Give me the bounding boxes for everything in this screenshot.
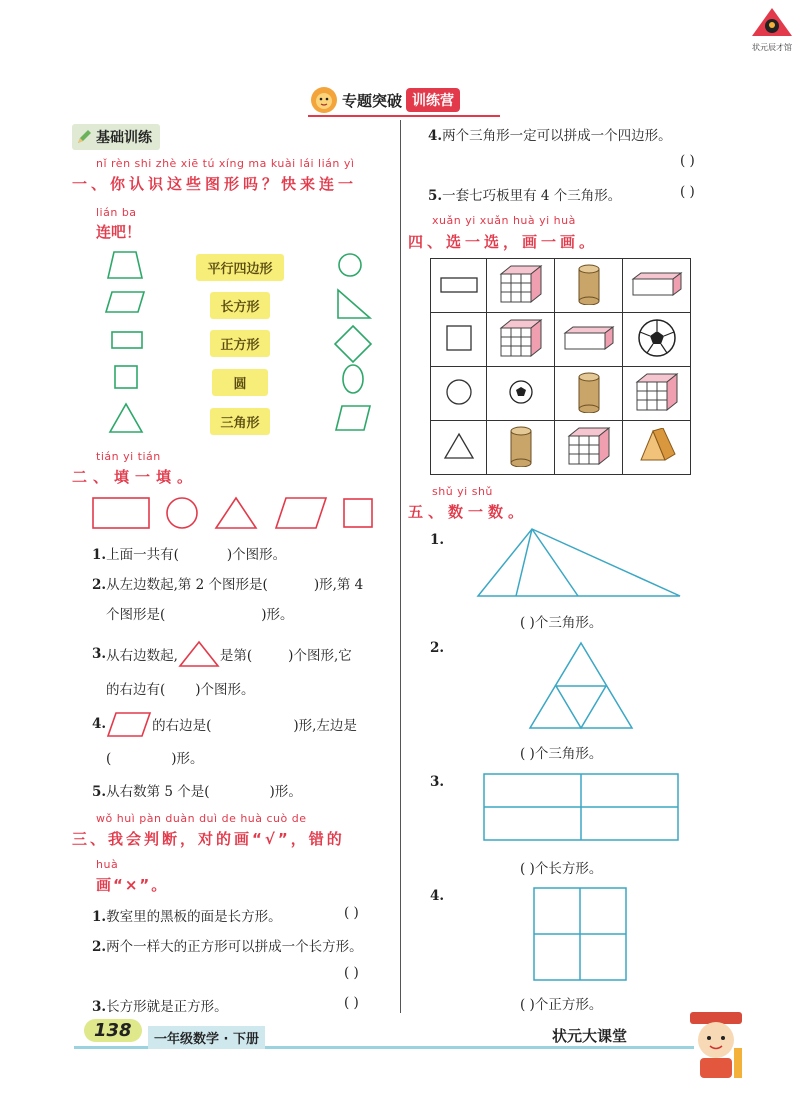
diamond-shape — [335, 326, 371, 362]
right-triangle-shape — [338, 290, 370, 318]
header-title: 专题突破 — [342, 91, 403, 110]
label-parallelogram: 平行四边形 — [196, 254, 284, 281]
column-divider — [400, 120, 401, 1013]
pencil-icon — [76, 129, 92, 145]
section4-pinyin: xuǎn yi xuǎn huà yi huà — [432, 214, 576, 227]
row-triangle — [216, 498, 256, 528]
count-answer-1[interactable]: ( )个三角形。 — [520, 615, 603, 631]
judge-paren-1[interactable]: ( ) — [344, 905, 359, 921]
cylinder-icon — [574, 263, 604, 305]
count-answer-4[interactable]: ( )个正方形。 — [520, 997, 603, 1013]
count-num-3: 3. — [430, 774, 445, 790]
slanted-parallelogram-shape — [336, 406, 370, 430]
judge-paren-4[interactable]: ( ) — [680, 153, 695, 169]
count-answer-3[interactable]: ( )个长方形。 — [520, 861, 603, 877]
s2-q4: 4. 的右边是( )形,左边是 — [92, 710, 357, 738]
cuboid-icon-2 — [561, 323, 617, 353]
connect-left-shapes — [100, 248, 150, 438]
s2-q4-line2: ( )形。 — [106, 751, 204, 767]
square-shape — [115, 366, 137, 388]
count-num-2: 2. — [430, 640, 445, 656]
count-figure-1 — [476, 526, 686, 600]
q3-triangle — [178, 640, 220, 668]
count-num-4: 4. — [430, 888, 445, 904]
circle-flat-icon — [444, 377, 474, 407]
section1-pinyin2: lián ba — [96, 206, 137, 219]
judge-paren-2[interactable]: ( ) — [344, 965, 359, 981]
rubik-cube-icon-3 — [633, 372, 681, 412]
footer-brand: 状元大课堂 — [552, 1027, 628, 1045]
trapezoid-shape — [108, 252, 142, 278]
rect-flat-icon — [439, 274, 479, 294]
judge-item-4: 4.两个三角形一定可以拼成一个四边形。 — [428, 128, 672, 144]
header-badge: 训练营 — [406, 88, 460, 112]
triangle-shape — [110, 404, 142, 432]
square-flat-icon — [444, 323, 474, 353]
header-banner — [310, 86, 500, 114]
section3-pinyin2: huà — [96, 858, 119, 871]
basic-section-title: 基础训练 — [72, 124, 160, 150]
section5-pinyin: shǔ yi shǔ — [432, 485, 493, 498]
section4-title: 四、选一选，画一画。 — [408, 233, 599, 251]
label-rectangle: 长方形 — [210, 292, 270, 319]
cuboid-icon — [629, 269, 685, 299]
label-triangle: 三角形 — [210, 408, 270, 435]
judge-paren-3[interactable]: ( ) — [344, 995, 359, 1011]
choose-row-2 — [431, 313, 691, 367]
section2-title: 二、填一填。 — [72, 468, 199, 486]
cylinder-icon-2 — [574, 371, 604, 413]
header-underline — [308, 115, 500, 117]
section5-title: 五、数一数。 — [408, 503, 529, 521]
choose-row-3 — [431, 367, 691, 421]
parallelogram-shape — [106, 292, 144, 312]
s2-q3-line2: 的右边有( )个图形。 — [106, 682, 255, 698]
circle-shape — [339, 254, 361, 276]
rubik-cube-icon-2 — [497, 318, 545, 358]
lion-icon — [310, 86, 338, 114]
section1-pinyin: nǐ rèn shi zhè xiē tú xíng ma kuài lái lián yì — [96, 157, 355, 170]
soccer-ball-icon — [637, 318, 677, 358]
section3-pinyin: wǒ huì pàn duàn duì de huà cuò de — [96, 812, 307, 825]
row-circle — [167, 498, 197, 528]
choose-table — [430, 258, 691, 475]
logo-icon — [748, 6, 796, 38]
choose-row-1 — [431, 259, 691, 313]
mascot-icon — [680, 1008, 752, 1082]
rubik-cube-icon-4 — [565, 426, 613, 466]
row-rectangle — [93, 498, 149, 528]
count-answer-2[interactable]: ( )个三角形。 — [520, 746, 603, 762]
shape-row — [90, 494, 380, 532]
s2-q3: 3. 从右边数起, 是第( )个图形,它 — [92, 640, 352, 668]
label-circle: 圆 — [212, 369, 268, 396]
label-square: 正方形 — [210, 330, 270, 357]
count-figure-4 — [532, 886, 628, 982]
section3-title2: 画“×”。 — [96, 876, 169, 894]
count-figure-3 — [482, 772, 680, 842]
judge-item-2: 2.两个一样大的正方形可以拼成一个长方形。 — [92, 939, 363, 955]
corner-logo — [748, 6, 796, 50]
small-ball-icon — [506, 377, 536, 407]
connect-right-shapes — [328, 248, 378, 438]
section2-pinyin: tián yi tián — [96, 450, 161, 463]
cylinder-icon-3 — [506, 425, 536, 467]
s2-q5: 5.从右数第 5 个是( )形。 — [92, 784, 302, 800]
footer-book: 一年级数学 · 下册 — [148, 1026, 265, 1049]
s2-q2-line2: 个图形是( )形。 — [106, 607, 294, 623]
triangular-prism-icon — [635, 428, 679, 464]
section1-title2: 连吧！ — [96, 223, 142, 241]
oval-shape — [343, 365, 363, 393]
section1-title: 一、你认识这些图形吗？快来连一 — [72, 175, 358, 193]
s2-q1: 1.上面一共有( )个图形。 — [92, 547, 287, 563]
triangle-flat-icon — [442, 431, 476, 461]
count-num-1: 1. — [430, 532, 445, 548]
judge-item-3: 3.长方形就是正方形。 — [92, 999, 228, 1015]
judge-paren-5[interactable]: ( ) — [680, 184, 695, 200]
judge-item-5: 5.一套七巧板里有 4 个三角形。 — [428, 188, 622, 204]
count-figure-2 — [526, 640, 636, 732]
page-number: 138 — [84, 1019, 142, 1042]
s2-q2: 2.从左边数起,第 2 个图形是( )形,第 4 — [92, 577, 364, 593]
row-parallelogram — [276, 498, 326, 528]
rectangle-shape — [112, 332, 142, 348]
choose-row-4 — [431, 421, 691, 475]
q4-parallelogram — [106, 710, 152, 738]
judge-item-1: 1.教室里的黑板的面是长方形。 — [92, 909, 282, 925]
logo-text: 状元辰才馆 — [752, 43, 792, 52]
section3-title: 三、我会判断，对的画“√”，错的 — [72, 830, 345, 848]
rubik-cube-icon — [497, 264, 545, 304]
row-square — [344, 499, 372, 527]
